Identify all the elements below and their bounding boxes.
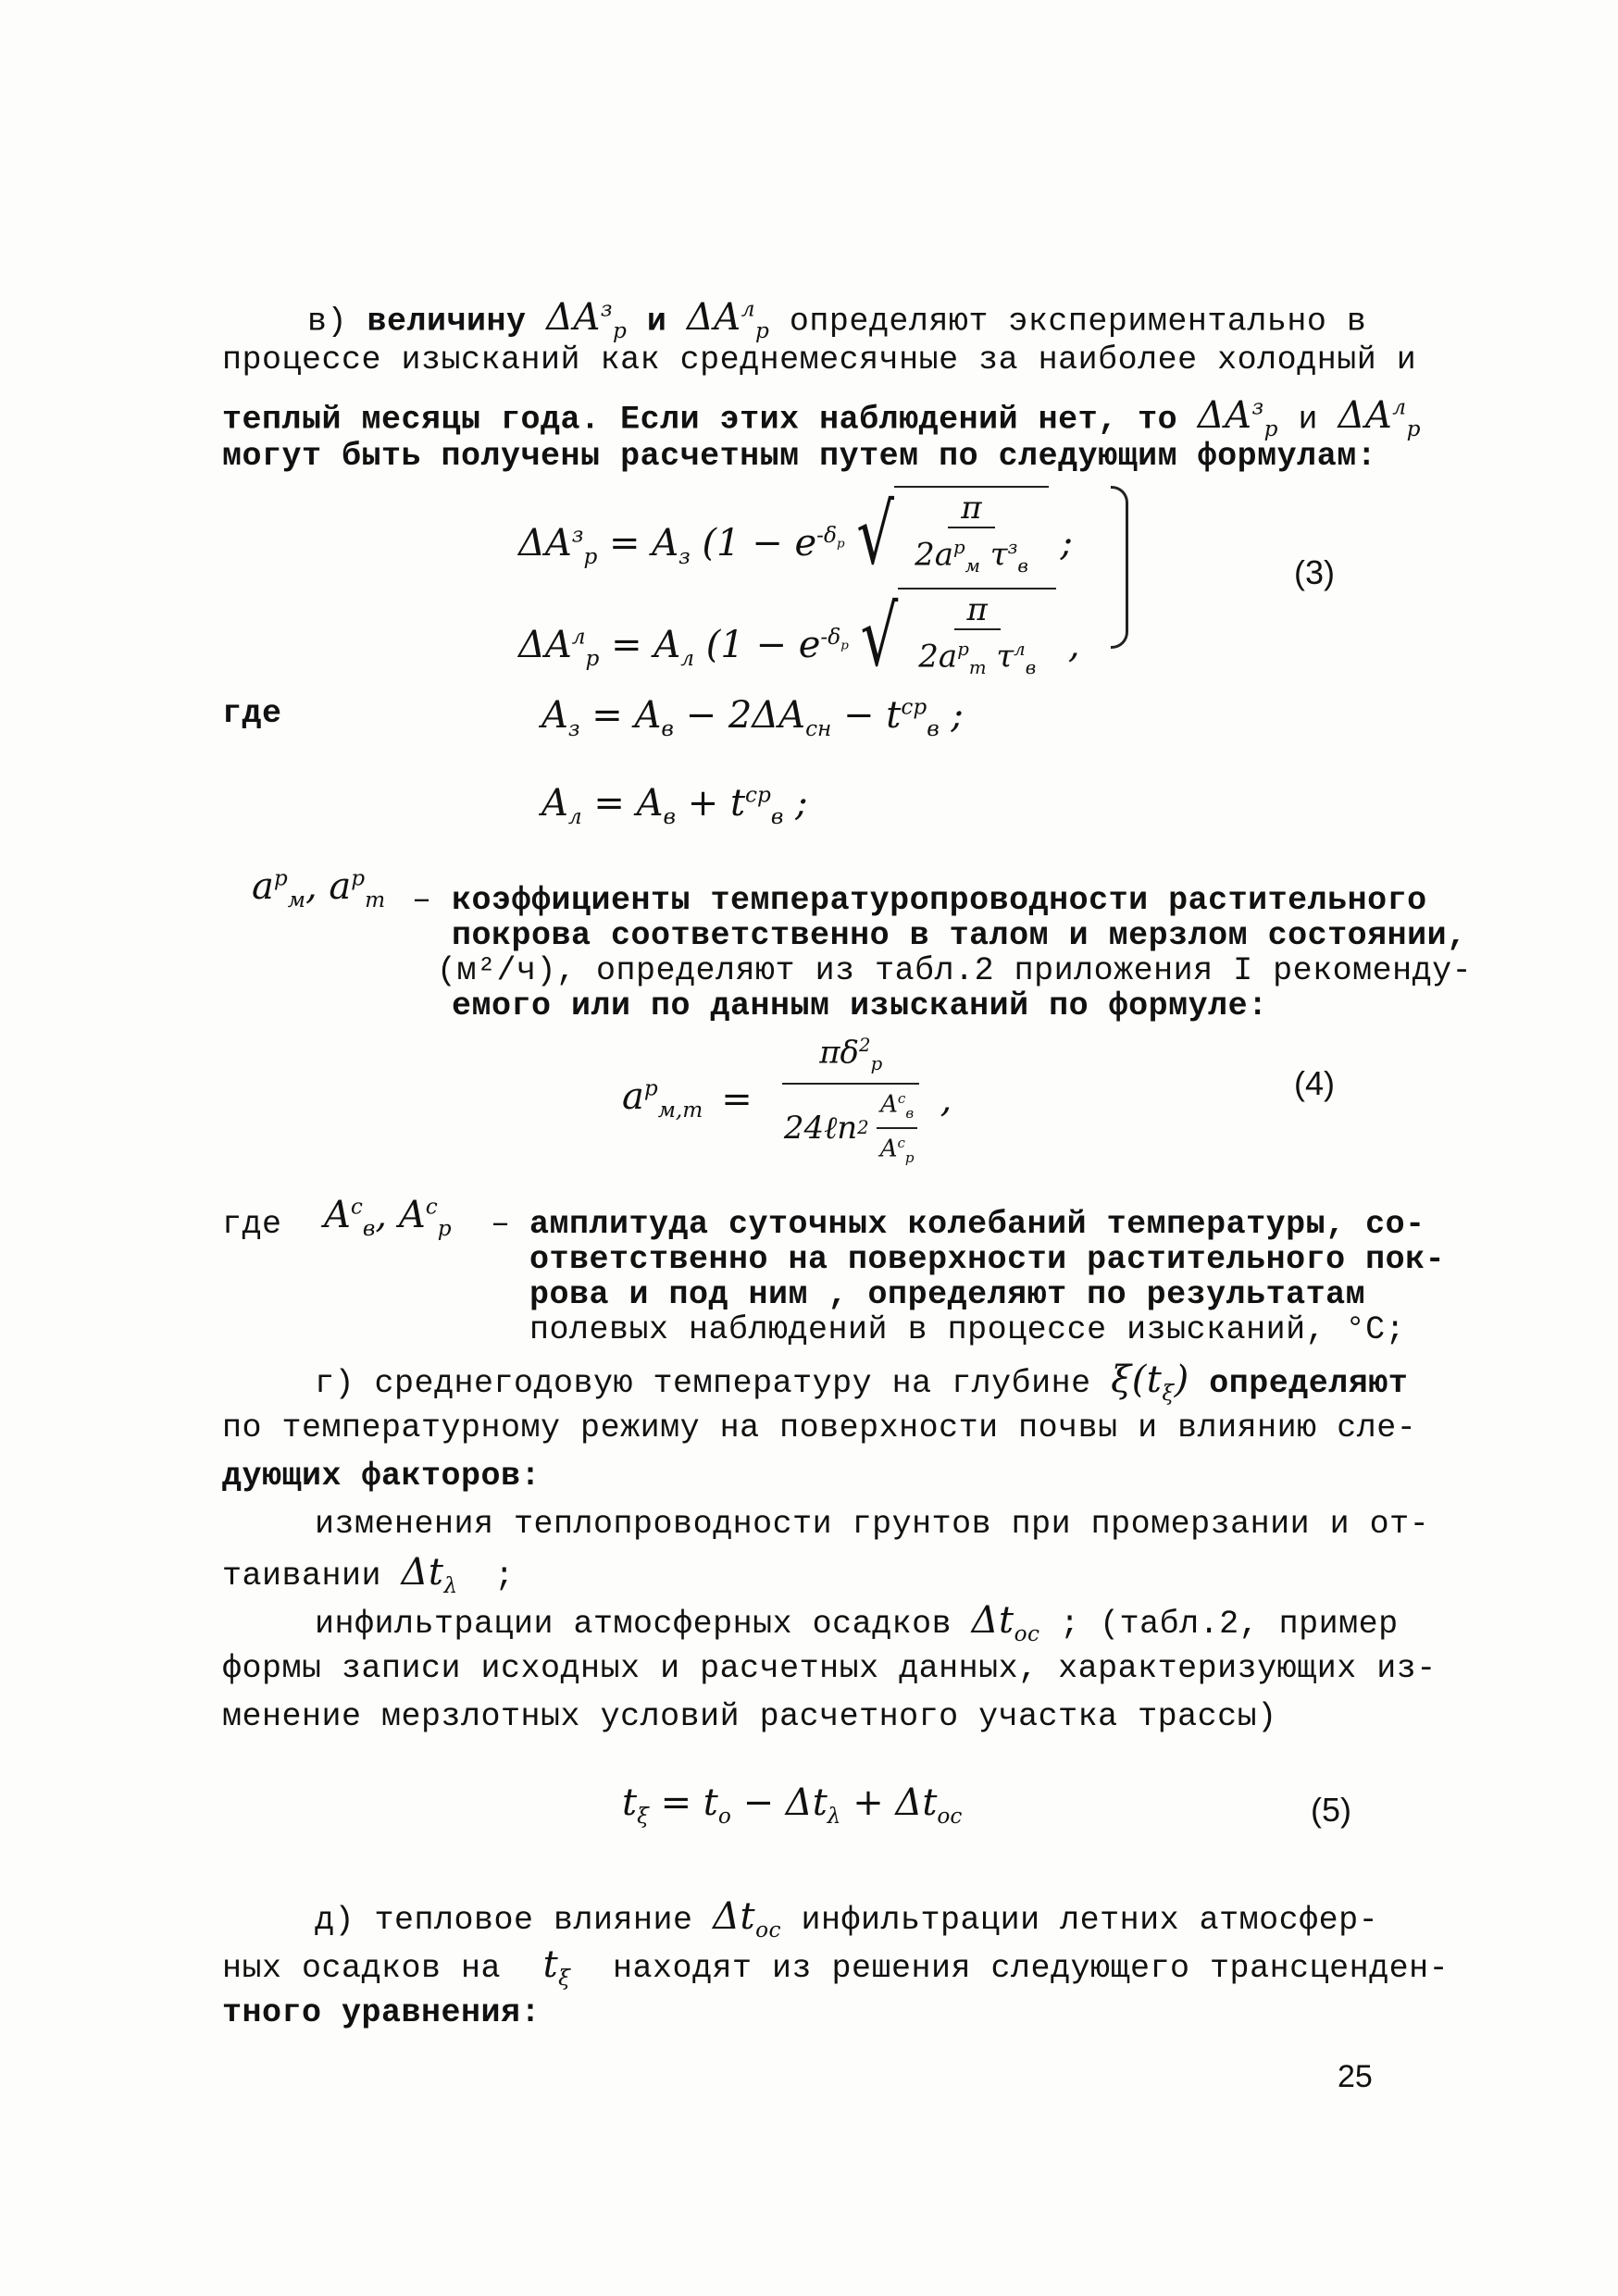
- equation-number-5: (5): [1311, 1791, 1351, 1829]
- paragraph-d-line1: д) тепловое влияние $\Delta t_{ос}$ инфильтрации летних атмосфер-: [315, 1895, 1379, 1942]
- formula-inline: $\Delta A^л_р$: [686, 296, 770, 344]
- coef-line2: покрова соответственно в талом и мерзлом состоянии,: [452, 917, 1467, 954]
- sqrt: √ $\frac{\pi}{2a^р_т \tau^л_в}$: [861, 588, 1057, 688]
- paragraph-g-line6: инфильтрации атмосферных осадков $\Delta t_{ос}$ ; (табл.2, пример: [315, 1599, 1399, 1646]
- ampl-line4: полевых наблюдений в процессе изысканий, °С;: [529, 1311, 1406, 1348]
- text: величину: [367, 303, 527, 341]
- paragraph-g-line8: менение мерзлотных условий расчетного участка трассы): [222, 1698, 1277, 1735]
- paragraph-v-line2: процессе изысканий как среднемесячные за наиболее холодный и: [222, 341, 1417, 379]
- paragraph-g-line5: таивании $\Delta t_\lambda$ ;: [222, 1551, 515, 1598]
- ampl-line1: амплитуда суточных колебаний температуры, со-: [529, 1206, 1425, 1243]
- text: в): [307, 303, 348, 341]
- where-label: где: [222, 695, 282, 732]
- paragraph-g-line4: изменения теплопроводности грунтов при промерзании и от-: [315, 1506, 1430, 1543]
- formula-5: $t_\xi = t_о - \Delta t_\lambda + \Delta t_{ос}$: [622, 1781, 963, 1829]
- equation-number-4: (4): [1294, 1064, 1335, 1102]
- coef-line4: емого или по данным изысканий по формуле:: [452, 987, 1268, 1024]
- right-brace: [1111, 486, 1128, 649]
- formula-A-l: $A_л = A_в + t^{ср}_в$ ;: [541, 782, 808, 829]
- ampl-dash: –: [491, 1206, 511, 1243]
- text: определяют экспериментально в: [789, 303, 1367, 341]
- paragraph-g-line1: г) среднегодовую температуру на глубине $\xi(t_\xi)$ определяют: [315, 1359, 1409, 1406]
- paragraph-g-line2: по температурному режиму на поверхности почвы и влиянию сле-: [222, 1409, 1417, 1446]
- ampl-symbols: $A^с_в$, $A^с_р$: [324, 1194, 452, 1241]
- ampl-line3: рова и под ним , определяют по результатам: [529, 1276, 1366, 1313]
- ampl-line2: ответственно на поверхности растительного пок-: [529, 1241, 1446, 1278]
- paragraph-g-line3: дующих факторов:: [222, 1458, 541, 1495]
- coef-line1: коэффициенты температуропроводности растительного: [452, 882, 1427, 919]
- formula-4: $a^р_{м,т}$ = $\pi\delta^2_р$ 24ℓn 2 $\frac{A^с_в}{A^с_р}$ ,: [622, 1027, 952, 1172]
- paragraph-v-line3: теплый месяцы года. Если этих наблюдений нет, то $\Delta A^з_р$ и $\Delta A^л_р$: [222, 394, 1421, 442]
- paragraph-g-line7: формы записи исходных и расчетных данных, характеризующих из-: [222, 1650, 1437, 1687]
- formula-A-z: $A_з = A_в - 2\Delta A_{сн} - t^{ср}_в$ ;: [541, 694, 964, 741]
- coef-symbols: $a^р_м$, $a^р_т$: [252, 865, 386, 912]
- page-number: 25: [1338, 2059, 1373, 2094]
- ampl-where: где: [222, 1206, 282, 1243]
- sqrt: √ $\frac{\pi}{2a^р_м \tau^з_в}$: [856, 486, 1049, 586]
- formula-3-row2: $\Delta A^л_р = A_л$ ($1 - e^{-\delta_р}$ √ $\frac{\pi}{2a^р_т \tau^л_в}$ ,: [518, 588, 1080, 688]
- fraction: $\pi\delta^2_р$ 24ℓn 2 $\frac{A^с_в}{A^с_р}$: [771, 1027, 931, 1172]
- paragraph-v-line4: могут быть получены расчетным путем по следующим формулам:: [222, 438, 1377, 475]
- formula-3-row1: $\Delta A^з_р = A_з$ ($1 - e^{-\delta_р}$ √ $\frac{\pi}{2a^р_м \tau^з_в}$ ;: [518, 486, 1073, 586]
- paragraph-d-line3: тного уравнения:: [222, 1994, 541, 2031]
- equation-number-3: (3): [1294, 553, 1335, 591]
- coef-dash: –: [412, 882, 432, 919]
- formula-inline: $\Delta A^з_р$: [546, 296, 628, 344]
- text: и: [646, 303, 667, 341]
- paragraph-d-line2: ных осадков на $t_\xi$ находят из решения следующего трансценден-: [222, 1943, 1450, 1991]
- coef-line3: (м²/ч), определяют из табл.2 приложения I рекоменду-: [437, 952, 1473, 989]
